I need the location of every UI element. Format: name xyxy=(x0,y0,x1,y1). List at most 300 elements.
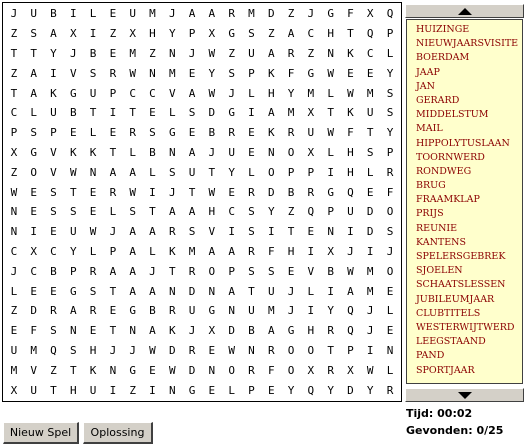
grid-cell[interactable]: M xyxy=(248,7,255,21)
grid-cell[interactable]: K xyxy=(168,244,176,258)
grid-cell[interactable]: L xyxy=(248,86,255,100)
grid-cell[interactable]: U xyxy=(228,145,235,159)
grid-cell[interactable]: U xyxy=(366,106,374,120)
grid-cell[interactable]: S xyxy=(248,225,255,239)
grid-cell[interactable]: O xyxy=(208,264,216,278)
new-game-button[interactable]: Nieuw Spel xyxy=(3,422,79,444)
grid-cell[interactable]: S xyxy=(188,225,196,239)
grid-cell[interactable]: X xyxy=(366,7,374,21)
grid-cell[interactable]: E xyxy=(30,284,37,298)
grid-cell[interactable]: X xyxy=(307,363,315,377)
grid-cell[interactable]: H xyxy=(307,324,315,338)
grid-cell[interactable]: V xyxy=(168,86,176,100)
grid-cell[interactable]: O xyxy=(287,363,295,377)
grid-cell[interactable]: E xyxy=(188,126,196,140)
grid-cell[interactable]: A xyxy=(287,27,295,41)
grid-cell[interactable]: S xyxy=(30,126,37,140)
grid-cell[interactable]: E xyxy=(109,46,117,60)
grid-cell[interactable]: P xyxy=(248,383,255,397)
grid-cell[interactable]: N xyxy=(89,165,97,179)
grid-cell[interactable]: T xyxy=(168,264,176,278)
grid-cell[interactable]: N xyxy=(208,363,216,377)
grid-cell[interactable]: A xyxy=(30,86,37,100)
grid-cell[interactable]: B xyxy=(50,7,57,21)
grid-cell[interactable]: T xyxy=(129,106,136,120)
grid-cell[interactable]: E xyxy=(267,383,275,397)
grid-cell[interactable]: L xyxy=(327,86,334,100)
grid-cell[interactable]: T xyxy=(327,343,334,357)
grid-cell[interactable]: U xyxy=(30,7,37,21)
grid-cell[interactable]: L xyxy=(30,106,37,120)
grid-cell[interactable]: E xyxy=(386,284,394,298)
grid-cell[interactable]: L xyxy=(10,284,18,298)
grid-cell[interactable]: Z xyxy=(10,66,18,80)
grid-cell[interactable]: C xyxy=(10,106,18,120)
grid-cell[interactable]: E xyxy=(228,185,235,199)
grid-cell[interactable]: B xyxy=(208,126,216,140)
grid-cell[interactable]: W xyxy=(327,66,334,80)
grid-cell[interactable]: M xyxy=(287,106,295,120)
grid-cell[interactable]: Z xyxy=(307,46,315,60)
grid-cell[interactable]: N xyxy=(327,225,334,239)
grid-cell[interactable]: A xyxy=(69,304,77,318)
grid-cell[interactable]: U xyxy=(307,126,315,140)
grid-cell[interactable]: K xyxy=(267,66,275,80)
grid-cell[interactable]: M xyxy=(30,343,37,357)
grid-cell[interactable]: U xyxy=(50,106,57,120)
grid-cell[interactable]: M xyxy=(168,66,176,80)
grid-cell[interactable]: T xyxy=(248,284,255,298)
grid-cell[interactable]: W xyxy=(69,165,77,179)
grid-cell[interactable]: W xyxy=(327,126,334,140)
grid-cell[interactable]: T xyxy=(109,284,117,298)
grid-cell[interactable]: E xyxy=(89,324,97,338)
grid-cell[interactable]: X xyxy=(208,324,216,338)
grid-cell[interactable]: S xyxy=(50,324,57,338)
grid-cell[interactable]: T xyxy=(208,165,216,179)
grid-cell[interactable]: C xyxy=(307,27,315,41)
grid-cell[interactable]: B xyxy=(69,106,77,120)
grid-cell[interactable]: J xyxy=(129,343,136,357)
grid-cell[interactable]: B xyxy=(50,264,57,278)
grid-cell[interactable]: R xyxy=(287,126,295,140)
grid-cell[interactable]: O xyxy=(287,145,295,159)
grid-cell[interactable]: P xyxy=(347,343,354,357)
grid-cell[interactable]: U xyxy=(267,284,275,298)
grid-cell[interactable]: G xyxy=(69,86,77,100)
grid-cell[interactable]: Y xyxy=(287,86,295,100)
grid-cell[interactable]: L xyxy=(366,165,374,179)
solution-button[interactable]: Oplossing xyxy=(83,422,153,444)
grid-cell[interactable]: E xyxy=(287,264,295,278)
grid-cell[interactable]: S xyxy=(69,205,77,219)
grid-cell[interactable]: R xyxy=(109,185,117,199)
grid-cell[interactable]: E xyxy=(248,145,255,159)
grid-cell[interactable]: Q xyxy=(366,27,374,41)
grid-cell[interactable]: J xyxy=(366,324,374,338)
grid-cell[interactable]: L xyxy=(228,383,235,397)
grid-cell[interactable]: M xyxy=(366,86,374,100)
grid-cell[interactable]: T xyxy=(10,86,18,100)
grid-cell[interactable]: U xyxy=(188,304,196,318)
grid-cell[interactable]: K xyxy=(267,126,275,140)
grid-cell[interactable]: I xyxy=(307,304,315,318)
grid-cell[interactable]: U xyxy=(129,7,136,21)
grid-cell[interactable]: S xyxy=(89,66,97,80)
grid-cell[interactable]: Z xyxy=(10,165,18,179)
grid-cell[interactable]: I xyxy=(327,165,334,179)
grid-cell[interactable]: S xyxy=(386,225,394,239)
grid-cell[interactable]: Y xyxy=(327,383,334,397)
grid-cell[interactable]: T xyxy=(327,106,334,120)
grid-cell[interactable]: C xyxy=(10,244,18,258)
grid-cell[interactable]: B xyxy=(149,145,156,159)
grid-cell[interactable]: X xyxy=(69,27,77,41)
grid-cell[interactable]: R xyxy=(168,225,176,239)
grid-cell[interactable]: P xyxy=(50,126,57,140)
grid-cell[interactable]: K xyxy=(69,145,77,159)
grid-cell[interactable]: V xyxy=(30,363,37,377)
grid-cell[interactable]: P xyxy=(248,66,255,80)
grid-cell[interactable]: N xyxy=(149,66,156,80)
grid-cell[interactable]: P xyxy=(287,165,295,179)
grid-cell[interactable]: K xyxy=(347,106,354,120)
grid-cell[interactable]: S xyxy=(248,27,255,41)
grid-cell[interactable]: W xyxy=(129,66,136,80)
grid-cell[interactable]: Y xyxy=(69,244,77,258)
grid-cell[interactable]: Y xyxy=(267,205,275,219)
grid-cell[interactable]: L xyxy=(149,244,156,258)
grid-cell[interactable]: Y xyxy=(208,66,216,80)
grid-cell[interactable]: E xyxy=(248,126,255,140)
grid-cell[interactable]: D xyxy=(208,106,216,120)
grid-cell[interactable]: E xyxy=(149,363,156,377)
grid-cell[interactable]: Q xyxy=(50,343,57,357)
grid-cell[interactable]: S xyxy=(386,86,394,100)
grid-cell[interactable]: M xyxy=(188,244,196,258)
grid-cell[interactable]: T xyxy=(188,185,196,199)
grid-cell[interactable]: V xyxy=(50,145,57,159)
grid-cell[interactable]: J xyxy=(228,86,235,100)
grid-cell[interactable]: T xyxy=(109,324,117,338)
grid-cell[interactable]: Q xyxy=(307,383,315,397)
grid-cell[interactable]: O xyxy=(386,205,394,219)
grid-cell[interactable]: N xyxy=(129,324,136,338)
grid-cell[interactable]: O xyxy=(30,165,37,179)
grid-cell[interactable]: J xyxy=(69,46,77,60)
grid-cell[interactable]: F xyxy=(347,126,354,140)
grid-cell[interactable]: Z xyxy=(129,383,136,397)
grid-cell[interactable]: V xyxy=(69,66,77,80)
grid-cell[interactable]: I xyxy=(267,225,275,239)
grid-cell[interactable]: L xyxy=(168,106,176,120)
grid-cell[interactable]: W xyxy=(208,46,216,60)
grid-cell[interactable]: G xyxy=(327,185,334,199)
grid-cell[interactable]: E xyxy=(89,185,97,199)
grid-cell[interactable]: N xyxy=(327,46,334,60)
grid-cell[interactable]: F xyxy=(267,244,275,258)
grid-cell[interactable]: W xyxy=(168,363,176,377)
grid-cell[interactable]: U xyxy=(69,225,77,239)
grid-cell[interactable]: E xyxy=(30,205,37,219)
grid-cell[interactable]: A xyxy=(149,225,156,239)
grid-cell[interactable]: J xyxy=(109,225,117,239)
grid-cell[interactable]: H xyxy=(89,343,97,357)
grid-cell[interactable]: F xyxy=(267,363,275,377)
grid-cell[interactable]: A xyxy=(267,324,275,338)
grid-cell[interactable]: A xyxy=(149,284,156,298)
grid-cell[interactable]: J xyxy=(149,264,156,278)
grid-cell[interactable]: H xyxy=(149,27,156,41)
grid-cell[interactable]: Z xyxy=(287,7,295,21)
grid-cell[interactable]: V xyxy=(208,225,216,239)
grid-cell[interactable]: C xyxy=(149,86,156,100)
grid-cell[interactable]: D xyxy=(228,324,235,338)
grid-cell[interactable]: Z xyxy=(287,205,295,219)
grid-cell[interactable]: X xyxy=(307,106,315,120)
grid-cell[interactable]: K xyxy=(168,324,176,338)
grid-cell[interactable]: C xyxy=(50,244,57,258)
grid-cell[interactable]: X xyxy=(129,27,136,41)
grid-cell[interactable]: G xyxy=(228,106,235,120)
grid-cell[interactable]: I xyxy=(248,106,255,120)
grid-cell[interactable]: W xyxy=(208,86,216,100)
grid-cell[interactable]: W xyxy=(10,185,18,199)
grid-cell[interactable]: J xyxy=(188,324,196,338)
grid-cell[interactable]: I xyxy=(69,7,77,21)
grid-cell[interactable]: J xyxy=(168,185,176,199)
grid-cell[interactable]: R xyxy=(307,185,315,199)
grid-cell[interactable]: L xyxy=(307,284,315,298)
grid-cell[interactable]: E xyxy=(30,185,37,199)
grid-cell[interactable]: A xyxy=(208,7,216,21)
grid-cell[interactable]: T xyxy=(149,205,156,219)
grid-cell[interactable]: Q xyxy=(347,185,354,199)
grid-cell[interactable]: N xyxy=(69,324,77,338)
grid-cell[interactable]: N xyxy=(10,205,18,219)
grid-cell[interactable]: G xyxy=(287,324,295,338)
grid-cell[interactable]: B xyxy=(287,185,295,199)
grid-cell[interactable]: Z xyxy=(50,363,57,377)
grid-cell[interactable]: D xyxy=(188,284,196,298)
grid-cell[interactable]: R xyxy=(228,7,235,21)
grid-cell[interactable]: E xyxy=(386,324,394,338)
grid-cell[interactable]: S xyxy=(366,145,374,159)
grid-cell[interactable]: N xyxy=(267,145,275,159)
grid-cell[interactable]: H xyxy=(347,145,354,159)
grid-cell[interactable]: S xyxy=(69,343,77,357)
grid-cell[interactable]: N xyxy=(386,343,394,357)
grid-cell[interactable]: M xyxy=(129,46,136,60)
grid-cell[interactable]: R xyxy=(89,304,97,318)
grid-cell[interactable]: S xyxy=(168,165,176,179)
grid-cell[interactable]: P xyxy=(10,126,18,140)
grid-cell[interactable]: E xyxy=(69,126,77,140)
grid-cell[interactable]: K xyxy=(89,145,97,159)
grid-cell[interactable]: A xyxy=(188,7,196,21)
grid-cell[interactable]: Y xyxy=(386,66,394,80)
grid-cell[interactable]: A xyxy=(208,244,216,258)
grid-cell[interactable]: X xyxy=(10,145,18,159)
grid-cell[interactable]: T xyxy=(347,27,354,41)
grid-cell[interactable]: T xyxy=(109,145,117,159)
grid-cell[interactable]: A xyxy=(347,284,354,298)
grid-cell[interactable]: I xyxy=(307,244,315,258)
grid-cell[interactable]: T xyxy=(69,363,77,377)
grid-cell[interactable]: G xyxy=(307,66,315,80)
grid-cell[interactable]: C xyxy=(228,205,235,219)
grid-cell[interactable]: D xyxy=(267,185,275,199)
grid-cell[interactable]: I xyxy=(327,284,334,298)
scroll-up-button[interactable] xyxy=(405,4,524,18)
grid-cell[interactable]: R xyxy=(267,343,275,357)
grid-cell[interactable]: A xyxy=(129,225,136,239)
grid-cell[interactable]: I xyxy=(89,27,97,41)
grid-cell[interactable]: W xyxy=(228,343,235,357)
grid-cell[interactable]: N xyxy=(168,383,176,397)
grid-cell[interactable]: S xyxy=(188,106,196,120)
grid-cell[interactable]: N xyxy=(109,363,117,377)
grid-cell[interactable]: E xyxy=(10,324,18,338)
grid-cell[interactable]: G xyxy=(129,363,136,377)
grid-cell[interactable]: R xyxy=(386,383,394,397)
grid-cell[interactable]: R xyxy=(188,264,196,278)
grid-cell[interactable]: S xyxy=(50,185,57,199)
grid-cell[interactable]: E xyxy=(366,185,374,199)
grid-cell[interactable]: S xyxy=(89,284,97,298)
grid-cell[interactable]: V xyxy=(50,165,57,179)
grid-cell[interactable]: L xyxy=(89,126,97,140)
grid-cell[interactable]: R xyxy=(228,126,235,140)
grid-cell[interactable]: U xyxy=(10,343,18,357)
grid-cell[interactable]: I xyxy=(109,106,117,120)
grid-cell[interactable]: B xyxy=(327,264,334,278)
grid-cell[interactable]: R xyxy=(248,363,255,377)
grid-cell[interactable]: C xyxy=(30,264,37,278)
grid-cell[interactable]: W xyxy=(89,225,97,239)
grid-cell[interactable]: U xyxy=(248,304,255,318)
grid-cell[interactable]: S xyxy=(129,205,136,219)
grid-cell[interactable]: A xyxy=(267,106,275,120)
grid-cell[interactable]: A xyxy=(50,27,57,41)
grid-cell[interactable]: G xyxy=(327,7,334,21)
grid-cell[interactable]: I xyxy=(366,244,374,258)
grid-cell[interactable]: R xyxy=(248,244,255,258)
grid-cell[interactable]: R xyxy=(248,185,255,199)
grid-cell[interactable]: Z xyxy=(10,304,18,318)
grid-cell[interactable]: D xyxy=(188,363,196,377)
grid-cell[interactable]: I xyxy=(50,66,57,80)
grid-cell[interactable]: S xyxy=(149,126,156,140)
grid-cell[interactable]: E xyxy=(149,106,156,120)
grid-cell[interactable]: M xyxy=(366,284,374,298)
grid-cell[interactable]: A xyxy=(30,66,37,80)
grid-cell[interactable]: E xyxy=(50,284,57,298)
grid-cell[interactable]: B xyxy=(89,46,97,60)
grid-cell[interactable]: I xyxy=(228,225,235,239)
grid-cell[interactable]: S xyxy=(228,66,235,80)
grid-cell[interactable]: A xyxy=(129,264,136,278)
grid-cell[interactable]: A xyxy=(188,86,196,100)
grid-cell[interactable]: N xyxy=(168,145,176,159)
grid-cell[interactable]: V xyxy=(307,264,315,278)
grid-cell[interactable]: F xyxy=(287,66,295,80)
grid-cell[interactable]: J xyxy=(386,244,394,258)
grid-cell[interactable]: F xyxy=(30,324,37,338)
grid-cell[interactable]: L xyxy=(248,165,255,179)
grid-cell[interactable]: P xyxy=(228,264,235,278)
grid-cell[interactable]: X xyxy=(208,27,216,41)
grid-cell[interactable]: T xyxy=(287,225,295,239)
grid-cell[interactable]: A xyxy=(129,165,136,179)
grid-cell[interactable]: H xyxy=(327,27,334,41)
grid-cell[interactable]: R xyxy=(287,46,295,60)
grid-cell[interactable]: Y xyxy=(366,383,374,397)
grid-cell[interactable]: H xyxy=(267,86,275,100)
grid-cell[interactable]: P xyxy=(188,27,196,41)
grid-cell[interactable]: M xyxy=(149,7,156,21)
grid-cell[interactable]: N xyxy=(168,284,176,298)
grid-cell[interactable]: W xyxy=(347,264,354,278)
grid-cell[interactable]: M xyxy=(10,363,18,377)
grid-cell[interactable]: O xyxy=(228,363,235,377)
grid-cell[interactable]: Q xyxy=(347,324,354,338)
grid-cell[interactable]: R xyxy=(129,126,136,140)
grid-cell[interactable]: R xyxy=(327,324,334,338)
grid-cell[interactable]: E xyxy=(89,205,97,219)
grid-cell[interactable]: O xyxy=(386,264,394,278)
grid-cell[interactable]: H xyxy=(69,383,77,397)
grid-cell[interactable]: A xyxy=(149,324,156,338)
grid-cell[interactable]: U xyxy=(89,86,97,100)
scroll-down-button[interactable] xyxy=(405,388,524,402)
grid-cell[interactable]: J xyxy=(287,284,295,298)
grid-cell[interactable]: G xyxy=(168,126,176,140)
grid-cell[interactable]: O xyxy=(287,343,295,357)
grid-cell[interactable]: O xyxy=(307,343,315,357)
grid-cell[interactable]: W xyxy=(208,185,216,199)
grid-cell[interactable]: P xyxy=(69,264,77,278)
grid-cell[interactable]: N xyxy=(248,343,255,357)
grid-cell[interactable]: R xyxy=(109,66,117,80)
grid-cell[interactable]: Z xyxy=(109,27,117,41)
grid-cell[interactable]: X xyxy=(327,244,334,258)
grid-cell[interactable]: J xyxy=(366,304,374,318)
grid-cell[interactable]: Z xyxy=(267,27,275,41)
grid-cell[interactable]: R xyxy=(50,304,57,318)
grid-cell[interactable]: H xyxy=(208,205,216,219)
grid-cell[interactable]: K xyxy=(50,86,57,100)
grid-cell[interactable]: U xyxy=(89,383,97,397)
grid-cell[interactable]: I xyxy=(149,383,156,397)
grid-cell[interactable]: I xyxy=(149,185,156,199)
grid-cell[interactable]: K xyxy=(347,46,354,60)
grid-cell[interactable]: D xyxy=(366,205,374,219)
grid-cell[interactable]: G xyxy=(208,304,216,318)
grid-cell[interactable]: D xyxy=(347,383,354,397)
grid-cell[interactable]: Y xyxy=(228,165,235,179)
grid-cell[interactable]: J xyxy=(188,46,196,60)
grid-cell[interactable]: E xyxy=(109,126,117,140)
grid-cell[interactable]: S xyxy=(30,27,37,41)
grid-cell[interactable]: A xyxy=(168,205,176,219)
grid-cell[interactable]: E xyxy=(188,66,196,80)
grid-cell[interactable]: N xyxy=(10,225,18,239)
grid-cell[interactable]: A xyxy=(129,284,136,298)
grid-cell[interactable]: H xyxy=(287,244,295,258)
grid-cell[interactable]: M xyxy=(307,86,315,100)
grid-cell[interactable]: R xyxy=(327,363,334,377)
